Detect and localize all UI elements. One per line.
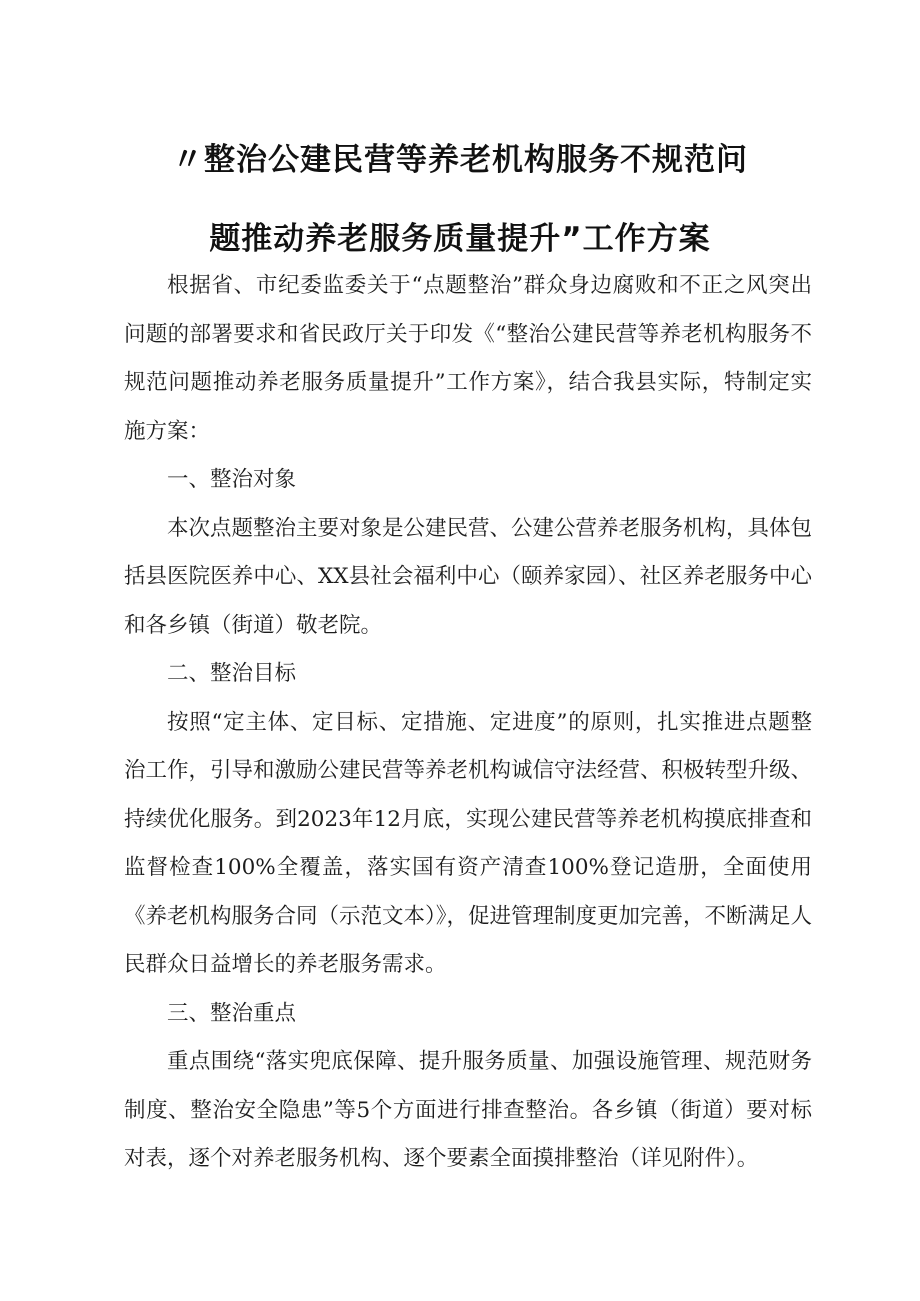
document-title-line-1: 〃整治公建民营等养老机构服务不规范问	[172, 142, 748, 178]
focus-paragraph: 重点围绕“落实兜底保障、提升服务质量、加强设施管理、规范财务制度、整治安全隐患”等5个方面进行排查整治。各乡镇（街道）要对标对表，逐个对养老服务机构、逐个要素全面摸排整治（详见附件）。	[124, 1049, 812, 1171]
section-heading-goals: 二、整治目标	[167, 661, 297, 686]
document-body	[124, 262, 812, 1184]
goals-paragraph: 按照“定主体、定目标、定措施、定进度”的原则，扎实推进点题整治工作，引导和激励公建民营等养老机构诚信守法经营、积极转型升级、持续优化服务。到2023年12月底，实现公建民营等养老机构摸底排查和监督检查100%全覆盖，落实国有资产清查100%登记造册，全面使用《养老机构服务合同（示范文本）》，促进管理制度更加完善，不断满足人民群众日益增长的养老服务需求。	[124, 709, 813, 977]
targets-paragraph: 本次点题整治主要对象是公建民营、公建公营养老服务机构，具体包括县医院医养中心、XX县社会福利中心（颐养家园）、社区养老服务中心和各乡镇（街道）敬老院。	[124, 515, 813, 638]
section-heading-focus: 三、整治重点	[167, 1000, 297, 1026]
document-title-line-2: 题推动养老服务质量提升”工作方案	[209, 221, 711, 257]
intro-paragraph: 根据省、市纪委监委关于“点题整治”群众身边腐败和不正之风突出问题的部署要求和省民政厅关于印发《“整治公建民营等养老机构服务不规范问题推动养老服务质量提升”工作方案》，结合我县实际，特制定实施方案：	[124, 273, 812, 444]
section-heading-targets: 一、整治对象	[167, 467, 297, 492]
